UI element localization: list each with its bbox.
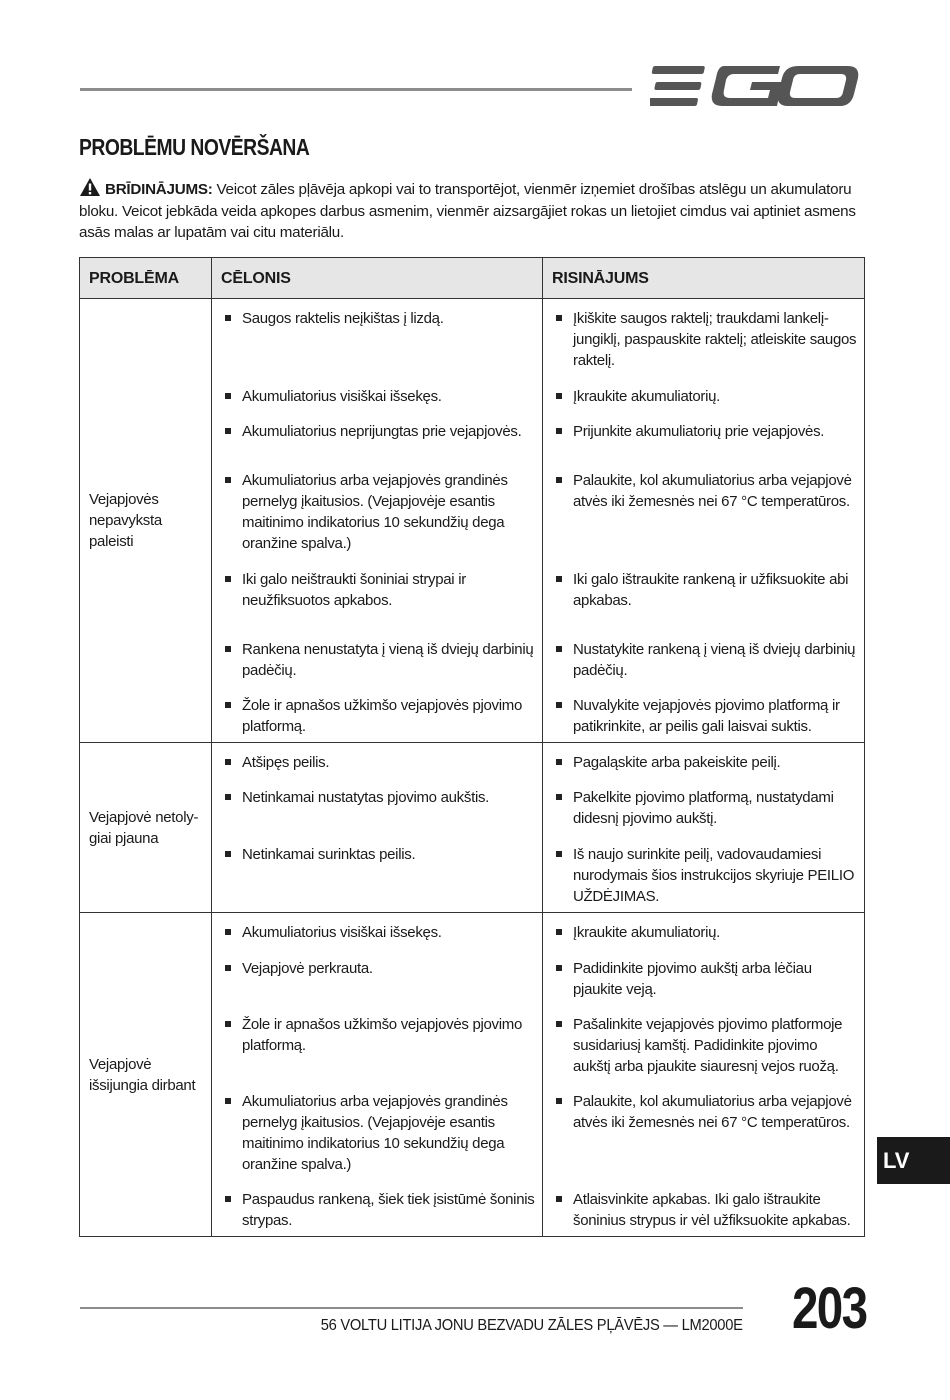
solution-item: Įkiškite saugos raktelį; traukdami lankelį-jungiklį, paspauskite raktelį; atleiskite saugos raktelį.: [543, 308, 864, 386]
solution-item: Įkraukite akumuliatorių.: [543, 386, 864, 421]
ego-logo: [650, 62, 862, 112]
warning-text: Veicot zāles pļāvēja apkopi vai to transportējot, vienmēr izņemiet drošības atslēgu un akumulatoru bloku. Veicot jebkāda veida apkopes darbus asmenim, vienmēr aizsargājiet rokas un lietojiet cimdus vai aptiniet asmens asās malas ar lupatām vai citu materiālu.: [79, 181, 856, 241]
cause-cell: [212, 299, 543, 743]
solution-item: Pagaląskite arba pakeiskite peilį.: [543, 752, 864, 787]
cause-item: Žole ir apnašos užkimšo vejapjovės pjovimo platformą.: [212, 695, 542, 737]
solution-item: Pakelkite pjovimo platformą, nustatydami didesnį pjovimo aukštį.: [543, 787, 864, 844]
cause-item: Iki galo neištraukti šoniniai strypai ir neužfiksuotos apkabos.: [212, 569, 542, 639]
solution-item: Pašalinkite vejapjovės pjovimo platformoje susidariusį kamštį. Padidinkite pjovimo aukštį arba pjaukite siauresnį vejos ruožą.: [543, 1014, 864, 1091]
table-row: [80, 913, 865, 1237]
cause-item: Akumuliatorius neprijungtas prie vejapjovės.: [212, 421, 542, 470]
solution-item: Atlaisvinkite apkabas. Iki galo ištraukite šoninius strypus ir vėl užfiksuokite apkabas.: [543, 1189, 864, 1231]
cause-item: Atšipęs peilis.: [212, 752, 542, 787]
table-header-row: [80, 258, 865, 299]
page-title: PROBLĒMU NOVĒRŠANA: [79, 134, 310, 160]
cause-item: Rankena nenustatyta į vieną iš dviejų darbinių padėčių.: [212, 639, 542, 695]
cause-cell: [212, 913, 543, 1237]
solution-item: Iš naujo surinkite peilį, vadovaudamiesi nurodymais šios instrukcijos skyriuje PEILIO UŽDĖJIMAS.: [543, 844, 864, 907]
problem-cell: Vejapjovė netoly-giai pjauna: [80, 743, 212, 913]
warning-label: BRĪDINĀJUMS:: [105, 181, 213, 198]
language-tab: LV: [877, 1137, 950, 1184]
cause-item: Akumuliatorius visiškai išsekęs.: [212, 386, 542, 421]
solution-item: Padidinkite pjovimo aukštį arba lėčiau pjaukite veją.: [543, 958, 864, 1014]
cause-item: Akumuliatorius arba vejapjovės grandinės pernelyg įkaitusios. (Vejapjovėje esantis maitinimo indikatorius 10 sekundžių dega oranžine spalva.): [212, 1091, 542, 1189]
cause-item: Netinkamai surinktas peilis.: [212, 844, 542, 907]
cause-item: Akumuliatorius arba vejapjovės grandinės pernelyg įkaitusios. (Vejapjovėje esantis maitinimo indikatorius 10 sekundžių dega oranžine spalva.): [212, 470, 542, 569]
header-cause: CĒLONIS: [212, 258, 543, 299]
table-row: [80, 743, 865, 913]
cause-item: Netinkamai nustatytas pjovimo aukštis.: [212, 787, 542, 844]
solution-item: Palaukite, kol akumuliatorius arba vejapjovė atvės iki žemesnės nei 67 °C temperatūros.: [543, 470, 864, 569]
warning-notice: [79, 177, 869, 244]
warning-triangle-icon: [79, 177, 101, 197]
cause-item: Saugos raktelis neįkištas į lizdą.: [212, 308, 542, 386]
solution-item: Prijunkite akumuliatorių prie vejapjovės.: [543, 421, 864, 470]
solution-item: Palaukite, kol akumuliatorius arba vejapjovė atvės iki žemesnės nei 67 °C temperatūros.: [543, 1091, 864, 1189]
page-number: 203: [792, 1276, 867, 1341]
cause-item: Vejapjovė perkrauta.: [212, 958, 542, 1014]
troubleshooting-table: [79, 257, 865, 1237]
footer-rule: [80, 1307, 743, 1309]
problem-cell: Vejapjovės nepavyksta paleisti: [80, 299, 212, 743]
footer-text: 56 VOLTU LITIJA JONU BEZVADU ZĀLES PĻĀVĒJS — LM2000E: [321, 1317, 743, 1334]
solution-cell: [543, 299, 865, 743]
cause-item: Akumuliatorius visiškai išsekęs.: [212, 922, 542, 958]
solution-cell: [543, 913, 865, 1237]
solution-item: Iki galo ištraukite rankeną ir užfiksuokite abi apkabas.: [543, 569, 864, 639]
solution-cell: [543, 743, 865, 913]
header-rule: [80, 88, 632, 91]
solution-item: Nustatykite rankeną į vieną iš dviejų darbinių padėčių.: [543, 639, 864, 695]
solution-item: Įkraukite akumuliatorių.: [543, 922, 864, 958]
header-problem: PROBLĒMA: [80, 258, 212, 299]
cause-item: Paspaudus rankeną, šiek tiek įsistūmė šoninis strypas.: [212, 1189, 542, 1231]
table-row: [80, 299, 865, 743]
problem-cell: Vejapjovė išsijungia dirbant: [80, 913, 212, 1237]
cause-item: Žole ir apnašos užkimšo vejapjovės pjovimo platformą.: [212, 1014, 542, 1091]
header-solution: RISINĀJUMS: [543, 258, 865, 299]
solution-item: Nuvalykite vejapjovės pjovimo platformą ir patikrinkite, ar peilis gali laisvai suktis.: [543, 695, 864, 737]
cause-cell: [212, 743, 543, 913]
